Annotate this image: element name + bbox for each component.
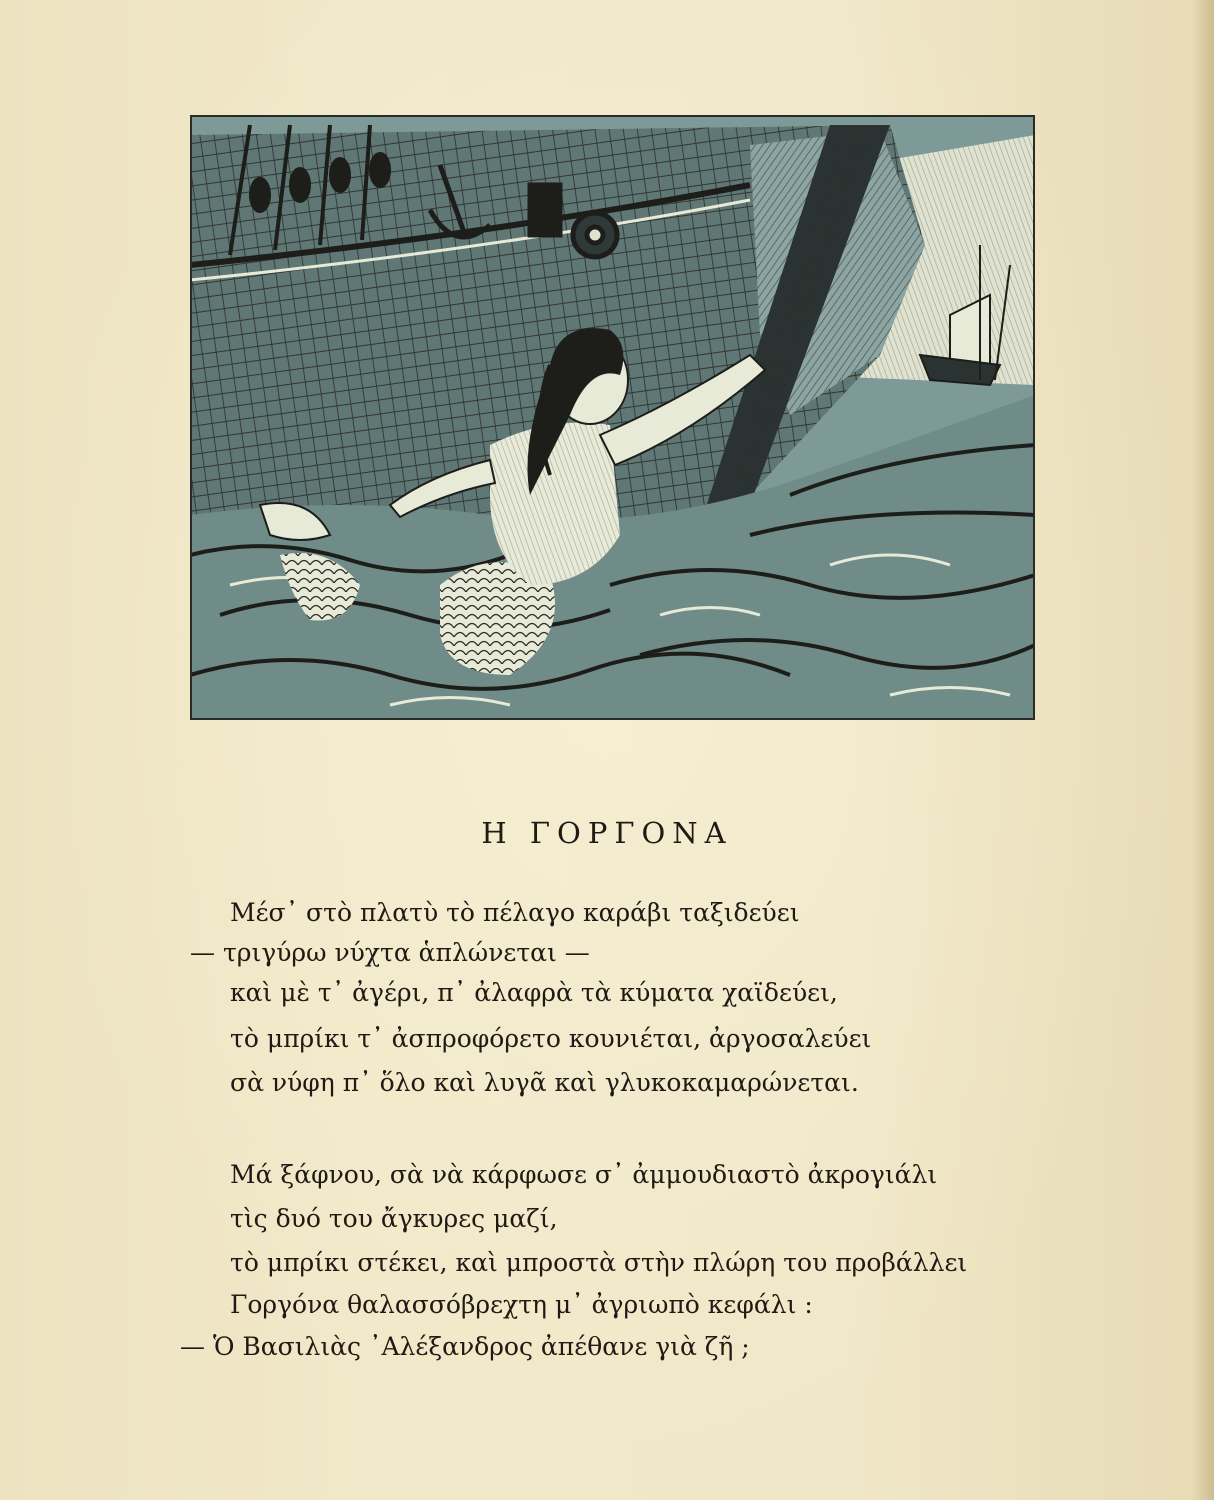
mermaid-ship-illustration — [190, 115, 1035, 720]
poem-line: τὶς δυό του ἄγκυρες μαζί, — [230, 1204, 558, 1233]
poem-line: — Ὁ Βασιλιὰς ᾽Αλέξανδρος ἀπέθανε γιὰ ζῆ ; — [180, 1332, 750, 1361]
poem-line: καὶ μὲ τ᾽ ἀγέρι, π᾽ ἀλαφρὰ τὰ κύματα χαϊδεύει, — [230, 978, 838, 1007]
poem-line: τὸ μπρίκι στέκει, καὶ μπροστὰ στὴν πλώρη του προβάλλει — [230, 1248, 968, 1277]
poem-line: Γοργόνα θαλασσόβρεχτη μ᾽ ἀγριωπὸ κεφάλι : — [230, 1290, 813, 1319]
poem-title: Η ΓΟΡΓΟΝΑ — [481, 816, 733, 850]
poem-line: σὰ νύφη π᾽ ὅλο καὶ λυγᾶ καὶ γλυκοκαμαρώνεται. — [230, 1068, 859, 1097]
woodcut-image — [190, 115, 1035, 720]
poem-line: τὸ μπρίκι τ᾽ ἀσπροφόρετο κουνιέται, ἀργοσαλεύει — [230, 1024, 872, 1053]
poem-line: Μέσ᾽ στὸ πλατὺ τὸ πέλαγο καράβι ταξιδεύει — [230, 898, 800, 927]
poem-line: Μά ξάφνου, σὰ νὰ κάρφωσε σ᾽ ἀμμουδιαστὸ ἀκρογιάλι — [230, 1160, 938, 1189]
page-edge-shadow — [1192, 0, 1214, 1500]
poem-line: — τριγύρω νύχτα ἁπλώνεται — — [190, 938, 590, 967]
